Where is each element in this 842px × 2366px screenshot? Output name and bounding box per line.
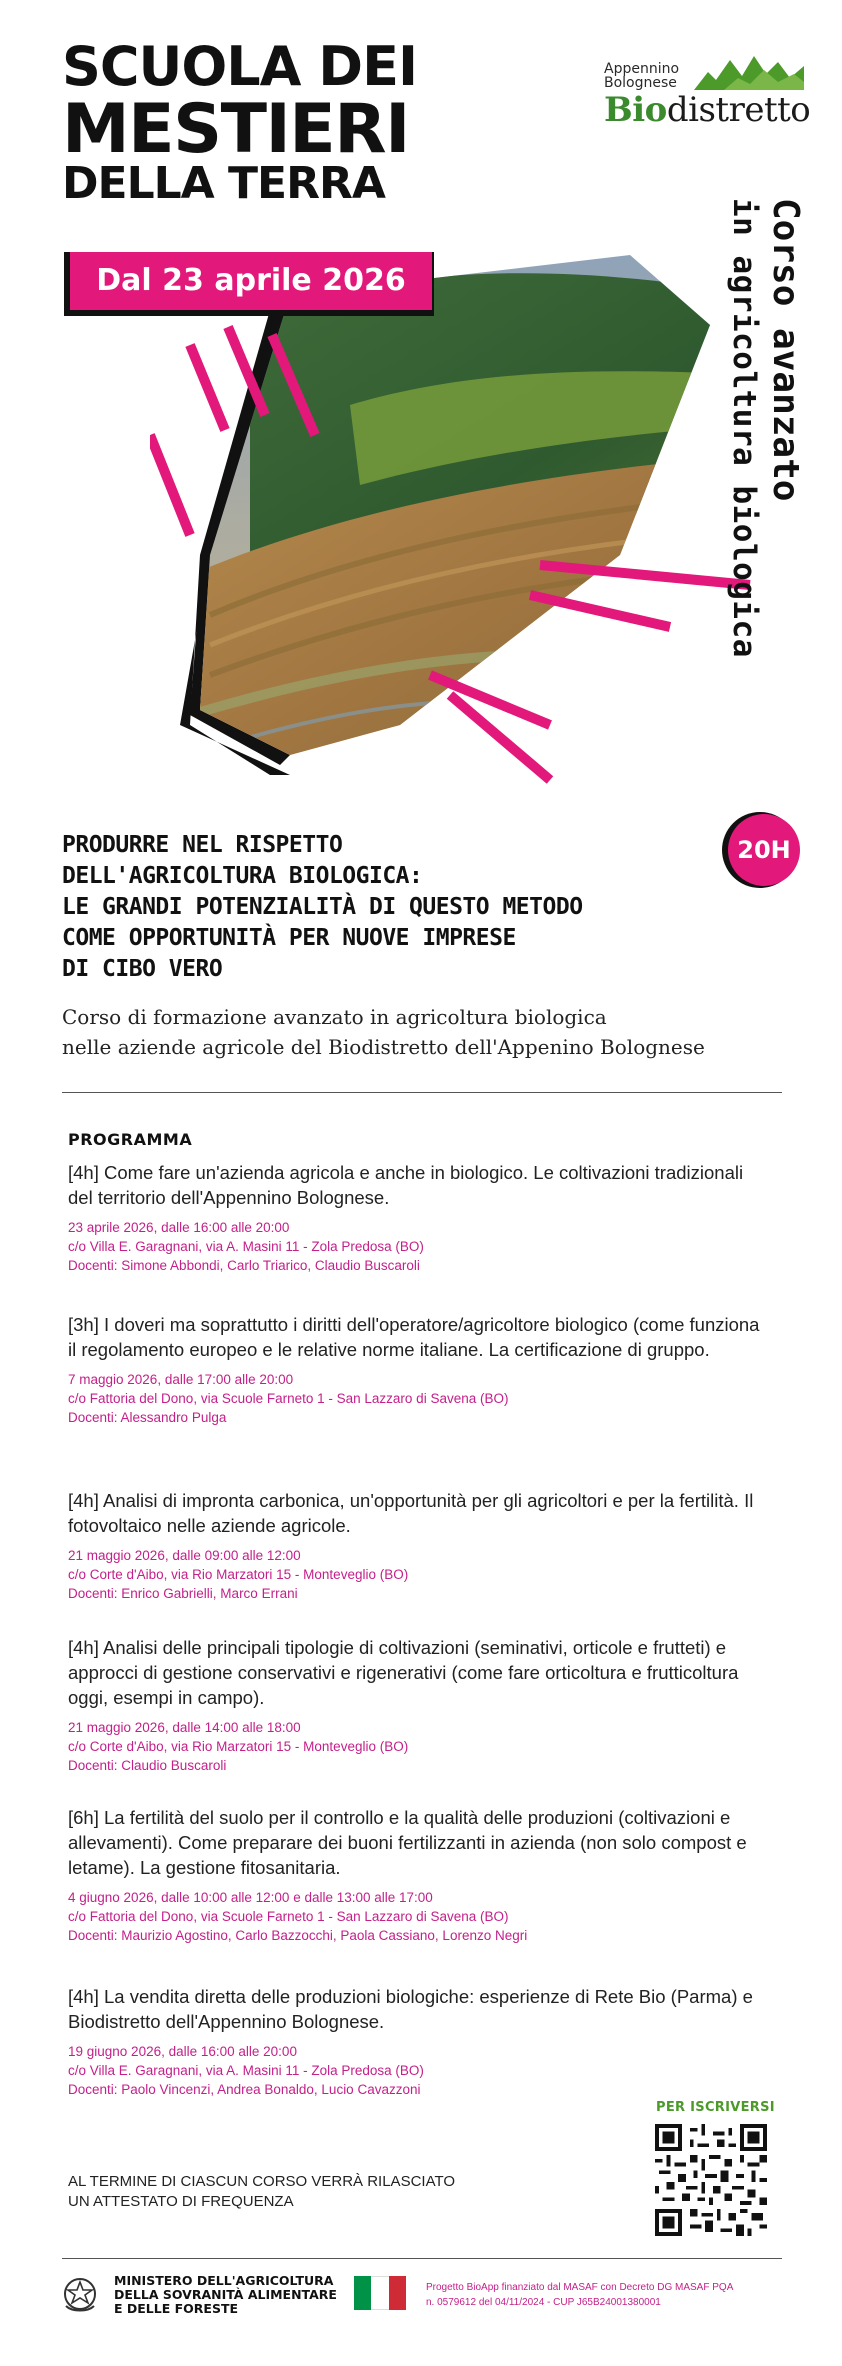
module-date: 21 maggio 2026, dalle 14:00 alle 18:00 — [68, 1720, 301, 1735]
module-description: [4h] La vendita diretta delle produzioni biologiche: esperienze di Rete Bio (Parma) e Biodistretto dell'Appennino Bolognese. — [68, 1986, 753, 2032]
module-place: c/o Fattoria del Dono, via Scuole Farneto 1 - San Lazzaro di Savena (BO) — [68, 1391, 509, 1406]
subtitle-line: Corso di formazione avanzato in agricoltura biologica — [62, 1005, 607, 1029]
module-place: c/o Fattoria del Dono, via Scuole Farneto 1 - San Lazzaro di Savena (BO) — [68, 1909, 509, 1924]
module-date: 21 maggio 2026, dalle 09:00 alle 12:00 — [68, 1548, 301, 1563]
qr-code-icon[interactable] — [655, 2124, 767, 2236]
hero-landscape — [150, 255, 760, 800]
logo-bio: Bio — [604, 90, 667, 130]
attendance-line: AL TERMINE DI CIASCUN CORSO VERRÀ RILASCIATO — [68, 2173, 456, 2190]
date-badge-text: Dal 23 aprile 2026 — [70, 252, 432, 310]
funding-note — [426, 2280, 786, 2310]
module-description: [3h] I doveri ma soprattutto i diritti dell'operatore/agricoltore biologico (come funziona il regolamento europeo e le relative norme italiane. La certificazione di gruppo. — [68, 1314, 760, 1360]
module-teachers: Docenti: Enrico Gabrielli, Marco Errani — [68, 1586, 298, 1601]
register-label: PER ISCRIVERSI — [656, 2100, 775, 2115]
module-description: [4h] Come fare un'azienda agricola e anche in biologico. Le coltivazioni tradizionali del territorio dell'Appennino Bolognese. — [68, 1162, 744, 1208]
ministry-line: MINISTERO DELL'AGRICOLTURA — [114, 2273, 334, 2288]
ministry-line: E DELLE FORESTE — [114, 2301, 239, 2316]
program-heading: PROGRAMMA — [68, 1130, 193, 1149]
title-line-2: MESTIERI — [62, 90, 409, 169]
module-teachers: Docenti: Alessandro Pulga — [68, 1410, 227, 1425]
logo-line-1: Appennino — [604, 61, 680, 77]
headline-line: PRODURRE NEL RISPETTO — [62, 832, 343, 858]
module-date: 7 maggio 2026, dalle 17:00 alle 20:00 — [68, 1372, 294, 1387]
italian-emblem-icon — [62, 2272, 98, 2314]
program-module-4 — [68, 1635, 768, 1775]
divider-bottom — [62, 2258, 782, 2259]
italian-flag-icon — [354, 2276, 406, 2310]
program-module-1 — [68, 1160, 768, 1275]
headline — [62, 830, 712, 985]
logo-rest: distretto — [666, 90, 811, 130]
module-date: 19 giugno 2026, dalle 16:00 alle 20:00 — [68, 2044, 297, 2059]
module-place: c/o Corte d'Aibo, via Rio Marzatori 15 - Monteveglio (BO) — [68, 1739, 409, 1754]
logo-wordmark — [604, 90, 810, 130]
module-description: [4h] Analisi delle principali tipologie di coltivazioni (seminativi, orticole e frutteti) e approcci di gestione conservativi e rigenerativi (come fare orticoltura e frutticoltura oggi, esempi in campo). — [68, 1637, 739, 1708]
module-description: [4h] Analisi di impronta carbonica, un'opportunità per gli agricoltori e per la fertilità. Il fotovoltaico nelle aziende agricole. — [68, 1490, 754, 1536]
title-line-3: DELLA TERRA — [62, 158, 385, 209]
hills-icon — [694, 52, 804, 92]
module-place: c/o Villa E. Garagnani, via A. Masini 11 - Zola Predosa (BO) — [68, 2063, 424, 2078]
divider-top — [62, 1092, 782, 1093]
title-line-1: SCUOLA DEI — [62, 35, 418, 98]
hours-badge-text: 20H — [728, 814, 800, 886]
module-place: c/o Villa E. Garagnani, via A. Masini 11 - Zola Predosa (BO) — [68, 1239, 424, 1254]
module-teachers: Docenti: Claudio Buscaroli — [68, 1758, 227, 1773]
biodistretto-logo — [594, 52, 811, 132]
ministry-line: DELLA SOVRANITÀ ALIMENTARE — [114, 2287, 337, 2302]
funding-line: n. 0579612 del 04/11/2024 - CUP J65B24001380001 — [426, 2297, 661, 2308]
attendance-note — [68, 2172, 455, 2212]
funding-line: Progetto BioApp finanziato dal MASAF con Decreto DG MASAF PQA — [426, 2282, 734, 2293]
module-teachers: Docenti: Simone Abbondi, Carlo Triarico, Claudio Buscaroli — [68, 1258, 420, 1273]
module-date: 23 aprile 2026, dalle 16:00 alle 20:00 — [68, 1220, 290, 1235]
module-place: c/o Corte d'Aibo, via Rio Marzatori 15 - Monteveglio (BO) — [68, 1567, 409, 1582]
attendance-line: UN ATTESTATO DI FREQUENZA — [68, 2193, 294, 2210]
side-text-line-2: in agricoltura biologica — [726, 198, 762, 658]
subtitle — [62, 1002, 782, 1062]
module-date: 4 giugno 2026, dalle 10:00 alle 12:00 e dalle 13:00 alle 17:00 — [68, 1890, 433, 1905]
module-teachers: Docenti: Paolo Vincenzi, Andrea Bonaldo, Lucio Cavazzoni — [68, 2082, 421, 2097]
module-description: [6h] La fertilità del suolo per il controllo e la qualità delle produzioni (coltivazioni e allevamenti). Come preparare dei buoni fertilizzanti in azienda (non solo compost e letame). La gestione fitosanitaria. — [68, 1807, 747, 1878]
program-module-3 — [68, 1488, 768, 1603]
module-teachers: Docenti: Maurizio Agostino, Carlo Bazzocchi, Paola Cassiano, Lorenzo Negri — [68, 1928, 528, 1943]
hours-badge — [722, 812, 800, 890]
headline-line: LE GRANDI POTENZIALITÀ DI QUESTO METODO — [62, 894, 583, 920]
date-badge — [64, 252, 434, 316]
program-module-6 — [68, 1984, 768, 2099]
logo-line-2: Bolognese — [604, 75, 677, 91]
side-text-line-1: Corso avanzato — [765, 198, 806, 502]
side-course-title — [720, 198, 804, 758]
program-module-5 — [68, 1805, 768, 1945]
headline-line: DI CIBO VERO — [62, 956, 223, 982]
headline-line: COME OPPORTUNITÀ PER NUOVE IMPRESE — [62, 925, 516, 951]
subtitle-line: nelle aziende agricole del Biodistretto dell'Appenino Bolognese — [62, 1035, 705, 1059]
headline-line: DELL'AGRICOLTURA BIOLOGICA: — [62, 863, 423, 889]
program-module-2 — [68, 1312, 768, 1427]
ministry-name — [114, 2274, 337, 2316]
